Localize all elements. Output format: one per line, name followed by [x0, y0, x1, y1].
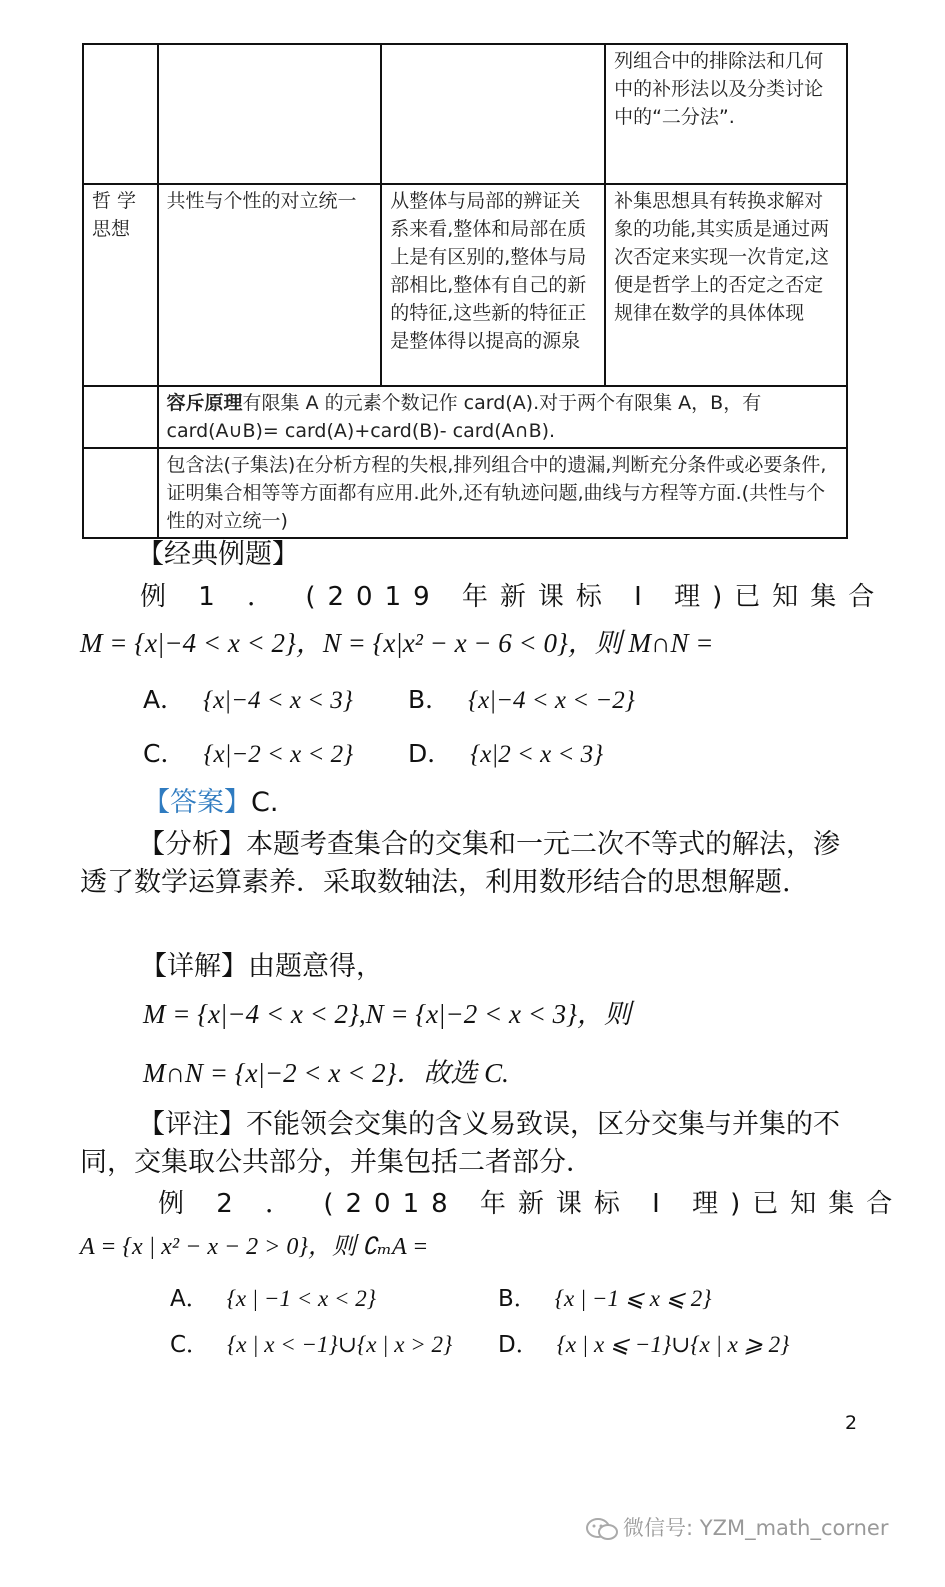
summary-table [82, 43, 848, 539]
option-a: A． {x|−4 < x < 3} [143, 685, 353, 714]
example-2-stem: A = {x | x² − x − 2 > 0}，则 ∁ₘA = [80, 1234, 429, 1260]
table-cell: 共性与个性的对立统一 [158, 184, 382, 386]
answer: 【答案】C. [143, 787, 279, 818]
option-c: C． {x | x < −1}∪{x | x > 2} [170, 1332, 453, 1358]
table-cell: 从整体与局部的辨证关系来看,整体和局部在质上是有区别的,整体与局部相比,整体有自己的新的特征,这些新的特征正是整体得以提高的源泉 [381, 184, 605, 386]
table-cell: 哲 学 思想 [83, 184, 158, 386]
detail-line-2: M∩N = {x|−2 < x < 2}．故选 C. [143, 1058, 509, 1088]
option-b: B． {x | −1 ⩽ x ⩽ 2} [498, 1286, 712, 1312]
table-cell: 列组合中的排除法和几何中的补形法以及分类讨论中的“二分法”. [605, 44, 847, 184]
table-row [83, 44, 847, 184]
detail-line-1: M = {x|−4 < x < 2},N = {x|−2 < x < 3}，则 [143, 999, 631, 1029]
table-row [83, 386, 847, 448]
option-a: A． {x | −1 < x < 2} [170, 1286, 376, 1312]
answer-tag: 【答案】 [143, 787, 251, 818]
option-d: D． {x | x ⩽ −1}∪{x | x ⩾ 2} [498, 1332, 790, 1358]
example-2-heading: 例 2 ． (2018 年新课标 I 理)已知集合 [158, 1189, 905, 1219]
option-b: B． {x|−4 < x < −2} [408, 685, 635, 714]
table-row [83, 448, 847, 538]
section-title: 【经典例题】 [137, 539, 299, 570]
page-number: 2 [845, 1412, 858, 1434]
option-d: D． {x|2 < x < 3} [408, 739, 604, 768]
comment: 【评注】不能领会交集的含义易致误，区分交集与并集的不同，交集取公共部分，并集包括二者部分． [80, 1109, 840, 1178]
analysis: 【分析】本题考查集合的交集和一元二次不等式的解法，渗透了数学运算素养．采取数轴法，利用数形结合的思想解题. [80, 829, 840, 898]
detail-heading: 【详解】由题意得， [140, 951, 383, 982]
option-c: C． {x|−2 < x < 2} [143, 739, 354, 768]
table-cell: 包含法(子集法)在分析方程的失根,排列组合中的遗漏,判断充分条件或必要条件,证明集合相等等方面都有应用.此外,还有轨迹问题,曲线与方程等方面.(共性与个性的对立统一) [158, 448, 847, 538]
watermark: 微信号: YZM_math_corner [585, 1512, 888, 1542]
table-cell: 补集思想具有转换求解对象的功能,其实质是通过两次否定来实现一次肯定,这便是哲学上的否定之否定规律在数学的具体体现 [605, 184, 847, 386]
example-1-stem: M = {x|−4 < x < 2}，N = {x|x² − x − 6 < 0}，则 M∩N = [80, 628, 714, 658]
inclusion-exclusion-term: 容斥原理 [166, 392, 243, 414]
example-1-heading: 例 1 ． (2019 年新课标 I 理)已知集合 [140, 582, 887, 612]
table-row [83, 184, 847, 386]
table-cell: 容斥原理有限集 A 的元素个数记作 card(A).对于两个有限集 A，B，有 card(A∪B)= card(A)+card(B)- card(A∩B). [158, 386, 847, 448]
wechat-icon [585, 1517, 619, 1541]
